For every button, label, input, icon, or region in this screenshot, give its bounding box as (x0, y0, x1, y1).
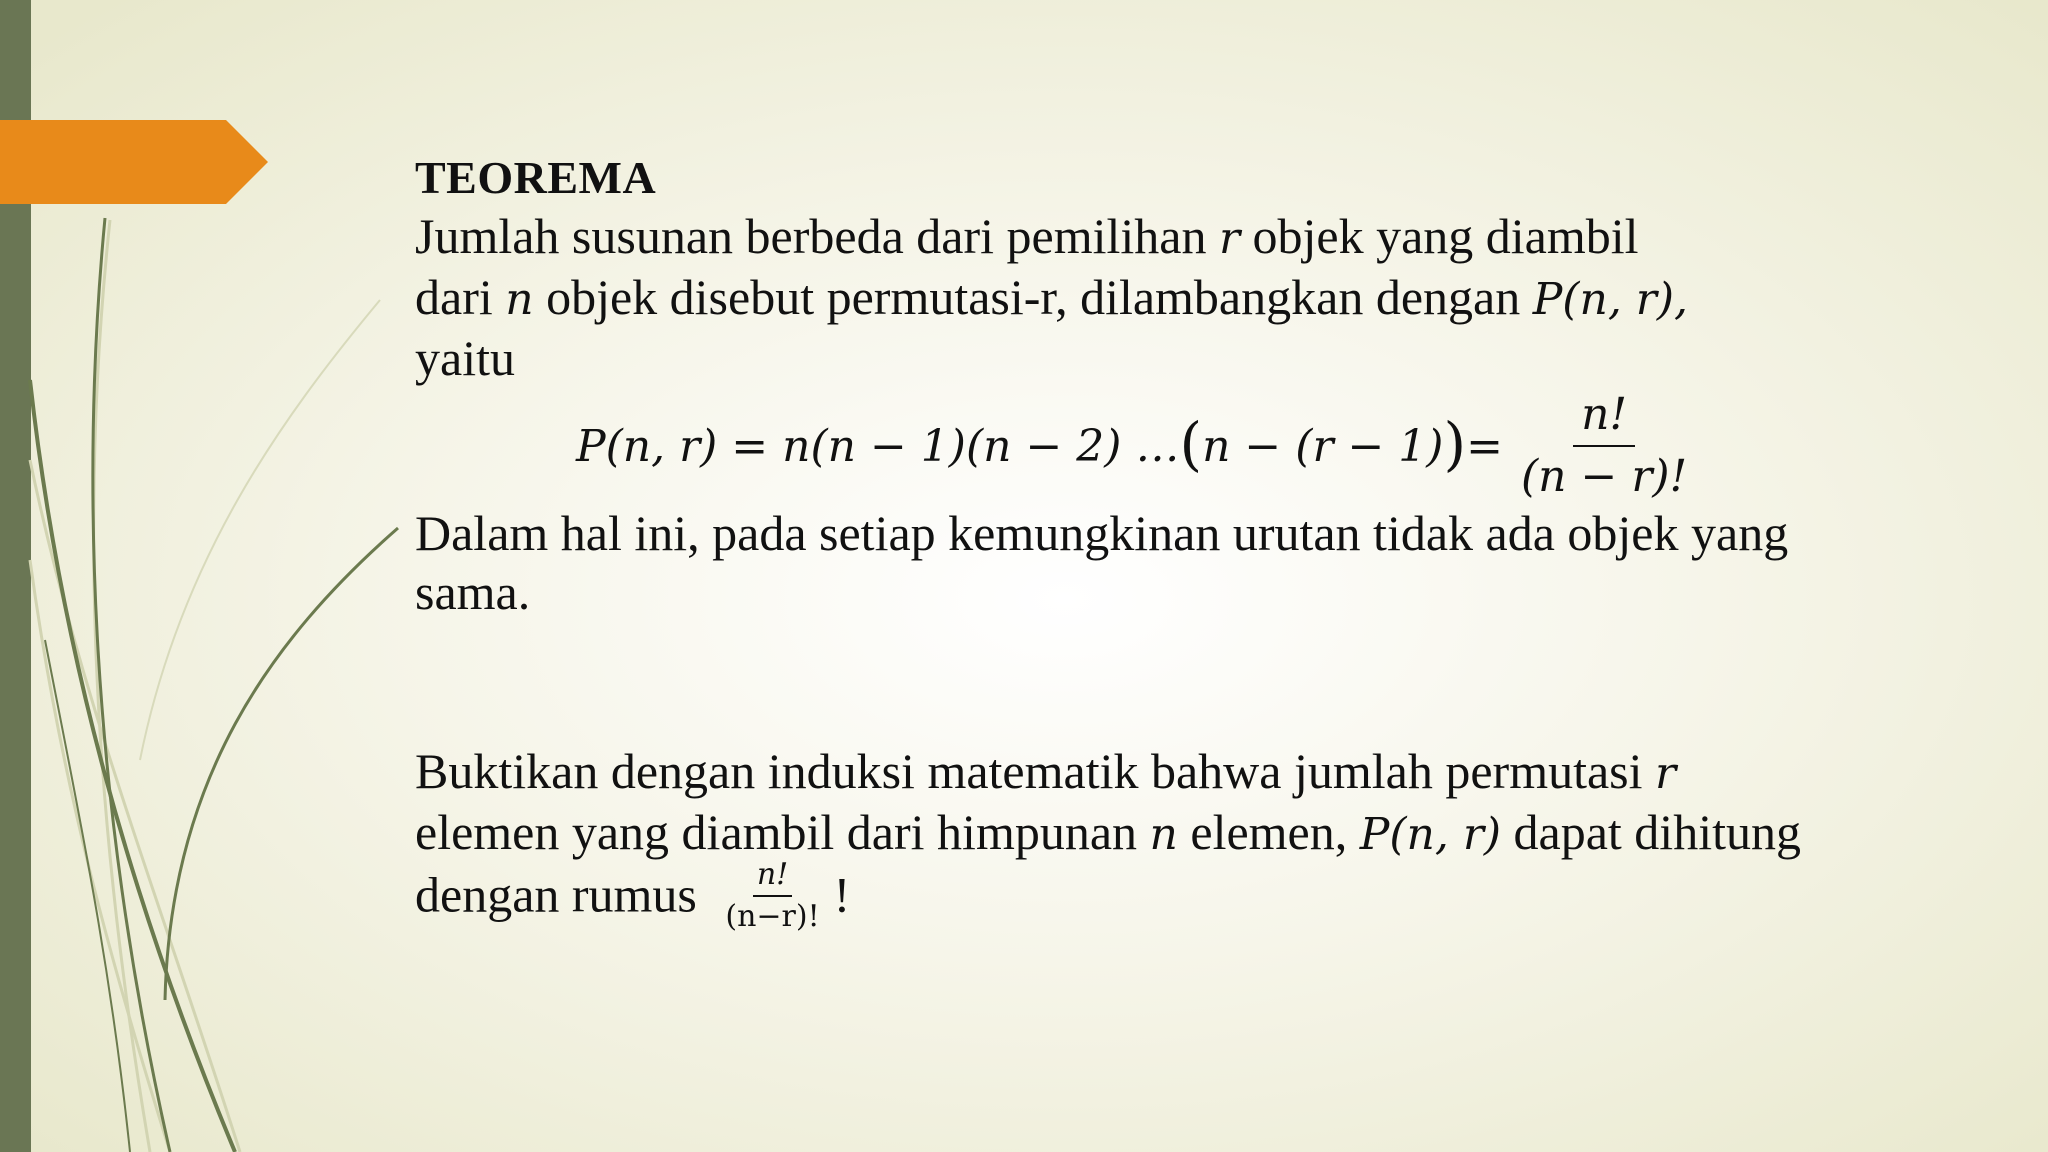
inline-fraction (721, 857, 823, 934)
formula-open-paren: ( (1179, 410, 1203, 478)
var-r: r (1218, 213, 1241, 264)
exercise-ending: ! (833, 866, 851, 923)
theorem-statement: Jumlah susunan berbeda dari pemilihan r objek yang diambil dari n objek disebut permutasi-r, dilambangkan dengan P(n, r), yaitu (415, 208, 1688, 386)
notation-pnr: P(n, r), (1532, 274, 1688, 325)
slide-content (415, 148, 1855, 936)
inline-fraction-numerator: n! (753, 860, 792, 897)
formula-fraction (1513, 389, 1695, 502)
formula-equals: = (1466, 420, 1503, 472)
var-n: n (505, 274, 534, 325)
notation-pnr: P(n, r) (1359, 809, 1502, 860)
formula-inner: n − (r − 1) (1202, 420, 1444, 472)
var-r: r (1655, 748, 1677, 799)
fraction-numerator: n! (1573, 393, 1635, 447)
theorem-heading: TEOREMA (415, 152, 657, 203)
theorem-note: Dalam hal ini, pada setiap kemungkinan urutan tidak ada objek yang sama. (415, 505, 1789, 620)
exercise-statement: Buktikan dengan induksi matematik bahwa jumlah permutasi r elemen yang diambil dari himpunan n elemen, P(n, r) dapat dihitung dengan rumus $\frac{n!}{(n-r)!}$ ! (415, 743, 1801, 934)
permutation-formula (576, 388, 1695, 504)
accent-arrow-shape (0, 120, 268, 204)
var-n: n (1149, 809, 1178, 860)
formula-row (415, 388, 1855, 504)
formula-lhs: P(n, r) = n(n − 1)(n − 2) … (576, 420, 1180, 472)
formula-close-paren: ) (1443, 410, 1467, 478)
fraction-denominator: (n − r)! (1521, 451, 1688, 502)
inline-fraction-denominator: (n−r)! (725, 899, 820, 934)
